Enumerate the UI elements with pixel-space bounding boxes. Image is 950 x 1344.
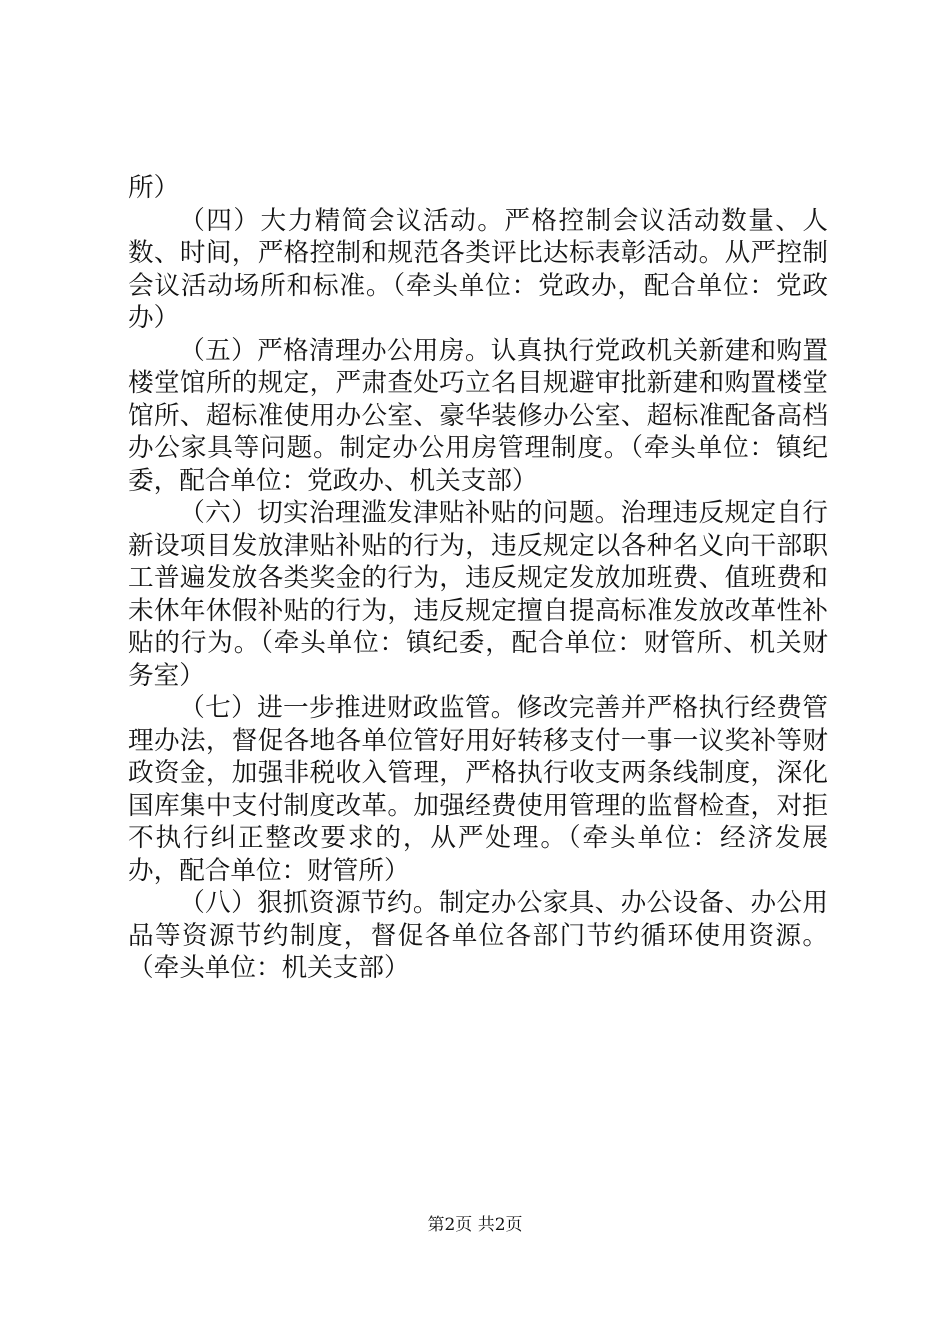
paragraph-item-8: （八）狠抓资源节约。制定办公家具、办公设备、办公用品等资源节约制度，督促各单位各部门节约循环使用资源。（牵头单位：机关支部） xyxy=(128,888,828,983)
paragraph-continuation: 所） xyxy=(128,173,180,203)
paragraph-item-4: （四）大力精简会议活动。严格控制会议活动数量、人数、时间，严格控制和规范各类评比达标表彰活动。从严控制会议活动场所和标准。（牵头单位：党政办，配合单位：党政办） xyxy=(128,205,828,333)
page-number-footer: 第2页 共2页 xyxy=(427,1215,523,1235)
paragraph-item-5: （五）严格清理办公用房。认真执行党政机关新建和购置楼堂馆所的规定，严肃查处巧立名目规避审批新建和购置楼堂馆所、超标准使用办公室、豪华装修办公室、超标准配备高档办公家具等问题。制定办公用房管理制度。（牵头单位：镇纪委，配合单位：党政办、机关支部） xyxy=(128,335,828,496)
paragraph-item-6: （六）切实治理滥发津贴补贴的问题。治理违反规定自行新设项目发放津贴补贴的行为，违反规定以各种名义向干部职工普遍发放各类奖金的行为，违反规定发放加班费、值班费和未休年休假补贴的行为，违反规定擅自提高标准发放改革性补贴的行为。（牵头单位：镇纪委，配合单位：财管所、机关财务室） xyxy=(128,498,828,691)
document-body xyxy=(128,172,828,985)
paragraph-item-7: （七）进一步推进财政监管。修改完善并严格执行经费管理办法，督促各地各单位管好用好转移支付一事一议奖补等财政资金，加强非税收入管理，严格执行收支两条线制度，深化国库集中支付制度改革。加强经费使用管理的监督检查，对拒不执行纠正整改要求的，从严处理。（牵头单位：经济发展办，配合单位：财管所） xyxy=(128,693,828,886)
